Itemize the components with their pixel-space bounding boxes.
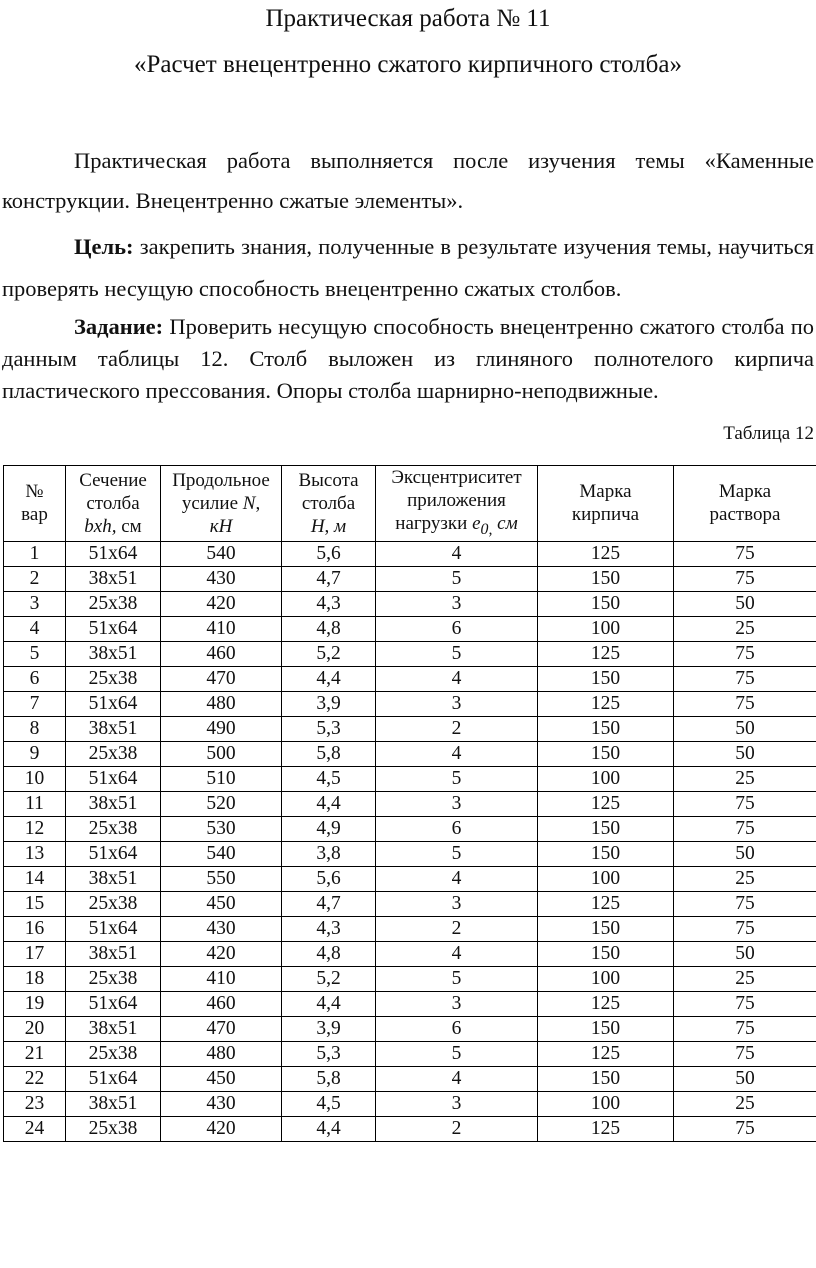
table-row xyxy=(4,641,816,666)
cell-variant: 19 xyxy=(4,991,66,1016)
cell-variant: 16 xyxy=(4,916,66,941)
cell-force: 540 xyxy=(161,541,282,566)
cell-mortar-grade: 75 xyxy=(674,541,816,566)
table-row xyxy=(4,791,816,816)
cell-section: 38х51 xyxy=(66,791,161,816)
cell-section: 25х38 xyxy=(66,966,161,991)
cell-brick-grade: 125 xyxy=(538,791,674,816)
cell-section: 51х64 xyxy=(66,766,161,791)
table-row xyxy=(4,991,816,1016)
cell-brick-grade: 150 xyxy=(538,816,674,841)
cell-section: 25х38 xyxy=(66,591,161,616)
cell-variant: 14 xyxy=(4,866,66,891)
cell-variant: 21 xyxy=(4,1041,66,1066)
cell-variant: 9 xyxy=(4,741,66,766)
cell-force: 420 xyxy=(161,591,282,616)
cell-force: 510 xyxy=(161,766,282,791)
header-column-height: Высота столба Н, м xyxy=(282,466,376,542)
cell-height: 4,9 xyxy=(282,816,376,841)
cell-force: 430 xyxy=(161,916,282,941)
cell-variant: 11 xyxy=(4,791,66,816)
cell-force: 480 xyxy=(161,691,282,716)
cell-section: 25х38 xyxy=(66,741,161,766)
table-caption: Таблица 12 xyxy=(723,423,814,444)
cell-mortar-grade: 75 xyxy=(674,916,816,941)
cell-eccentricity: 4 xyxy=(376,866,538,891)
cell-section: 38х51 xyxy=(66,716,161,741)
cell-force: 430 xyxy=(161,1091,282,1116)
cell-height: 5,3 xyxy=(282,716,376,741)
table-row xyxy=(4,716,816,741)
cell-force: 530 xyxy=(161,816,282,841)
cell-height: 3,9 xyxy=(282,1016,376,1041)
cell-eccentricity: 2 xyxy=(376,716,538,741)
cell-height: 4,8 xyxy=(282,616,376,641)
cell-mortar-grade: 75 xyxy=(674,891,816,916)
cell-mortar-grade: 75 xyxy=(674,1041,816,1066)
task-label: Задание: xyxy=(74,314,164,339)
cell-height: 4,5 xyxy=(282,766,376,791)
cell-height: 5,6 xyxy=(282,541,376,566)
cell-brick-grade: 150 xyxy=(538,741,674,766)
cell-section: 51х64 xyxy=(66,916,161,941)
cell-brick-grade: 100 xyxy=(538,616,674,641)
table-row xyxy=(4,766,816,791)
table-row xyxy=(4,816,816,841)
cell-section: 25х38 xyxy=(66,891,161,916)
cell-mortar-grade: 75 xyxy=(674,991,816,1016)
cell-brick-grade: 150 xyxy=(538,1066,674,1091)
cell-section: 51х64 xyxy=(66,1066,161,1091)
cell-brick-grade: 150 xyxy=(538,841,674,866)
cell-force: 420 xyxy=(161,1116,282,1141)
table-row xyxy=(4,841,816,866)
cell-section: 51х64 xyxy=(66,841,161,866)
cell-brick-grade: 150 xyxy=(538,666,674,691)
cell-section: 25х38 xyxy=(66,666,161,691)
cell-brick-grade: 150 xyxy=(538,566,674,591)
cell-eccentricity: 4 xyxy=(376,741,538,766)
cell-variant: 1 xyxy=(4,541,66,566)
cell-variant: 3 xyxy=(4,591,66,616)
cell-section: 38х51 xyxy=(66,866,161,891)
cell-variant: 17 xyxy=(4,941,66,966)
cell-section: 25х38 xyxy=(66,1116,161,1141)
cell-eccentricity: 4 xyxy=(376,1066,538,1091)
cell-force: 550 xyxy=(161,866,282,891)
header-section: Сечение столба bxh, см xyxy=(66,466,161,542)
cell-force: 420 xyxy=(161,941,282,966)
cell-brick-grade: 125 xyxy=(538,991,674,1016)
cell-brick-grade: 125 xyxy=(538,641,674,666)
cell-force: 520 xyxy=(161,791,282,816)
table-row xyxy=(4,1041,816,1066)
cell-eccentricity: 3 xyxy=(376,991,538,1016)
cell-section: 38х51 xyxy=(66,941,161,966)
cell-height: 3,9 xyxy=(282,691,376,716)
cell-variant: 4 xyxy=(4,616,66,641)
cell-eccentricity: 6 xyxy=(376,1016,538,1041)
cell-variant: 2 xyxy=(4,566,66,591)
goal-text: закрепить знания, полученные в результате изучения темы, научиться проверять несущую способность внецентренно сжатых столбов. xyxy=(2,234,814,301)
table-header-row xyxy=(4,466,816,542)
page-subtitle: «Расчет внецентренно сжатого кирпичного столба» xyxy=(134,51,682,78)
cell-brick-grade: 125 xyxy=(538,691,674,716)
cell-height: 4,4 xyxy=(282,1116,376,1141)
table-row xyxy=(4,541,816,566)
cell-eccentricity: 4 xyxy=(376,941,538,966)
cell-height: 4,3 xyxy=(282,591,376,616)
cell-height: 4,7 xyxy=(282,566,376,591)
cell-variant: 22 xyxy=(4,1066,66,1091)
cell-variant: 5 xyxy=(4,641,66,666)
cell-height: 4,4 xyxy=(282,666,376,691)
cell-brick-grade: 100 xyxy=(538,1091,674,1116)
table-row xyxy=(4,916,816,941)
cell-eccentricity: 4 xyxy=(376,541,538,566)
cell-brick-grade: 125 xyxy=(538,1041,674,1066)
cell-variant: 23 xyxy=(4,1091,66,1116)
cell-height: 4,4 xyxy=(282,991,376,1016)
cell-variant: 7 xyxy=(4,691,66,716)
goal-label: Цель: xyxy=(74,234,134,259)
cell-brick-grade: 150 xyxy=(538,591,674,616)
cell-force: 410 xyxy=(161,966,282,991)
cell-variant: 6 xyxy=(4,666,66,691)
page-title: Практическая работа № 11 xyxy=(265,5,551,32)
table-row xyxy=(4,1066,816,1091)
cell-variant: 20 xyxy=(4,1016,66,1041)
cell-eccentricity: 5 xyxy=(376,1041,538,1066)
cell-eccentricity: 2 xyxy=(376,1116,538,1141)
cell-section: 51х64 xyxy=(66,991,161,1016)
cell-mortar-grade: 75 xyxy=(674,791,816,816)
cell-mortar-grade: 25 xyxy=(674,1091,816,1116)
cell-variant: 12 xyxy=(4,816,66,841)
cell-section: 38х51 xyxy=(66,1091,161,1116)
cell-variant: 18 xyxy=(4,966,66,991)
cell-section: 38х51 xyxy=(66,566,161,591)
table-row xyxy=(4,666,816,691)
header-mortar-grade: Марка раствора xyxy=(674,466,816,542)
cell-force: 480 xyxy=(161,1041,282,1066)
cell-section: 38х51 xyxy=(66,641,161,666)
cell-variant: 13 xyxy=(4,841,66,866)
cell-section: 25х38 xyxy=(66,816,161,841)
cell-force: 450 xyxy=(161,1066,282,1091)
table-row xyxy=(4,966,816,991)
cell-height: 5,2 xyxy=(282,641,376,666)
cell-brick-grade: 100 xyxy=(538,766,674,791)
cell-mortar-grade: 50 xyxy=(674,941,816,966)
cell-force: 410 xyxy=(161,616,282,641)
goal-paragraph xyxy=(2,226,814,310)
table-row xyxy=(4,866,816,891)
cell-height: 3,8 xyxy=(282,841,376,866)
cell-mortar-grade: 50 xyxy=(674,841,816,866)
table-row xyxy=(4,616,816,641)
cell-height: 4,4 xyxy=(282,791,376,816)
cell-force: 460 xyxy=(161,991,282,1016)
cell-mortar-grade: 25 xyxy=(674,866,816,891)
cell-mortar-grade: 50 xyxy=(674,716,816,741)
table-row xyxy=(4,891,816,916)
header-variant: № вар xyxy=(4,466,66,542)
cell-eccentricity: 3 xyxy=(376,791,538,816)
cell-mortar-grade: 50 xyxy=(674,1066,816,1091)
cell-eccentricity: 3 xyxy=(376,1091,538,1116)
cell-force: 540 xyxy=(161,841,282,866)
cell-height: 5,6 xyxy=(282,866,376,891)
cell-eccentricity: 5 xyxy=(376,766,538,791)
table-body xyxy=(4,541,816,1141)
cell-mortar-grade: 75 xyxy=(674,816,816,841)
cell-brick-grade: 150 xyxy=(538,941,674,966)
cell-force: 470 xyxy=(161,666,282,691)
cell-height: 5,2 xyxy=(282,966,376,991)
table-row xyxy=(4,1116,816,1141)
cell-force: 450 xyxy=(161,891,282,916)
cell-eccentricity: 6 xyxy=(376,616,538,641)
cell-section: 51х64 xyxy=(66,541,161,566)
cell-eccentricity: 5 xyxy=(376,966,538,991)
cell-height: 4,7 xyxy=(282,891,376,916)
cell-brick-grade: 125 xyxy=(538,891,674,916)
table-row xyxy=(4,691,816,716)
cell-brick-grade: 150 xyxy=(538,1016,674,1041)
table-row xyxy=(4,941,816,966)
cell-force: 500 xyxy=(161,741,282,766)
cell-mortar-grade: 75 xyxy=(674,1016,816,1041)
cell-variant: 24 xyxy=(4,1116,66,1141)
cell-mortar-grade: 25 xyxy=(674,616,816,641)
cell-force: 490 xyxy=(161,716,282,741)
cell-brick-grade: 150 xyxy=(538,716,674,741)
cell-height: 5,8 xyxy=(282,1066,376,1091)
cell-brick-grade: 125 xyxy=(538,1116,674,1141)
cell-eccentricity: 3 xyxy=(376,891,538,916)
header-eccentricity: Эксцентриситет приложения нагрузки $е_{0,}$ см xyxy=(376,466,538,542)
table-row xyxy=(4,1091,816,1116)
cell-eccentricity: 6 xyxy=(376,816,538,841)
cell-force: 460 xyxy=(161,641,282,666)
cell-mortar-grade: 50 xyxy=(674,591,816,616)
cell-mortar-grade: 25 xyxy=(674,966,816,991)
cell-mortar-grade: 50 xyxy=(674,741,816,766)
table-row xyxy=(4,566,816,591)
cell-height: 4,8 xyxy=(282,941,376,966)
cell-brick-grade: 100 xyxy=(538,866,674,891)
cell-mortar-grade: 25 xyxy=(674,766,816,791)
cell-eccentricity: 5 xyxy=(376,566,538,591)
cell-height: 4,5 xyxy=(282,1091,376,1116)
cell-section: 51х64 xyxy=(66,616,161,641)
cell-mortar-grade: 75 xyxy=(674,666,816,691)
cell-force: 470 xyxy=(161,1016,282,1041)
cell-force: 430 xyxy=(161,566,282,591)
cell-mortar-grade: 75 xyxy=(674,691,816,716)
table-row xyxy=(4,1016,816,1041)
cell-mortar-grade: 75 xyxy=(674,641,816,666)
header-axial-force: Продольное усилие N, кН xyxy=(161,466,282,542)
cell-eccentricity: 3 xyxy=(376,691,538,716)
task-text: Проверить несущую способность внецентренно сжатого столба по данным таблицы 12. Столб выложен из глиняного полнотелого кирпича пластического прессования. Опоры столба шарнирно-неподвижные. xyxy=(2,314,814,403)
cell-eccentricity: 4 xyxy=(376,666,538,691)
cell-section: 51х64 xyxy=(66,691,161,716)
variants-table xyxy=(3,465,816,1142)
cell-eccentricity: 5 xyxy=(376,641,538,666)
cell-eccentricity: 5 xyxy=(376,841,538,866)
cell-height: 5,8 xyxy=(282,741,376,766)
cell-height: 5,3 xyxy=(282,1041,376,1066)
cell-brick-grade: 150 xyxy=(538,916,674,941)
table-row xyxy=(4,741,816,766)
cell-variant: 8 xyxy=(4,716,66,741)
cell-section: 25х38 xyxy=(66,1041,161,1066)
cell-mortar-grade: 75 xyxy=(674,566,816,591)
intro-paragraph: Практическая работа выполняется после изучения темы «Каменные конструкции. Внецентренно сжатые элементы». xyxy=(2,148,814,213)
task-paragraph xyxy=(2,311,814,407)
table-row xyxy=(4,591,816,616)
cell-eccentricity: 2 xyxy=(376,916,538,941)
cell-variant: 15 xyxy=(4,891,66,916)
cell-section: 38х51 xyxy=(66,1016,161,1041)
cell-brick-grade: 125 xyxy=(538,541,674,566)
cell-eccentricity: 3 xyxy=(376,591,538,616)
cell-brick-grade: 100 xyxy=(538,966,674,991)
cell-variant: 10 xyxy=(4,766,66,791)
cell-height: 4,3 xyxy=(282,916,376,941)
header-brick-grade: Марка кирпича xyxy=(538,466,674,542)
cell-mortar-grade: 75 xyxy=(674,1116,816,1141)
